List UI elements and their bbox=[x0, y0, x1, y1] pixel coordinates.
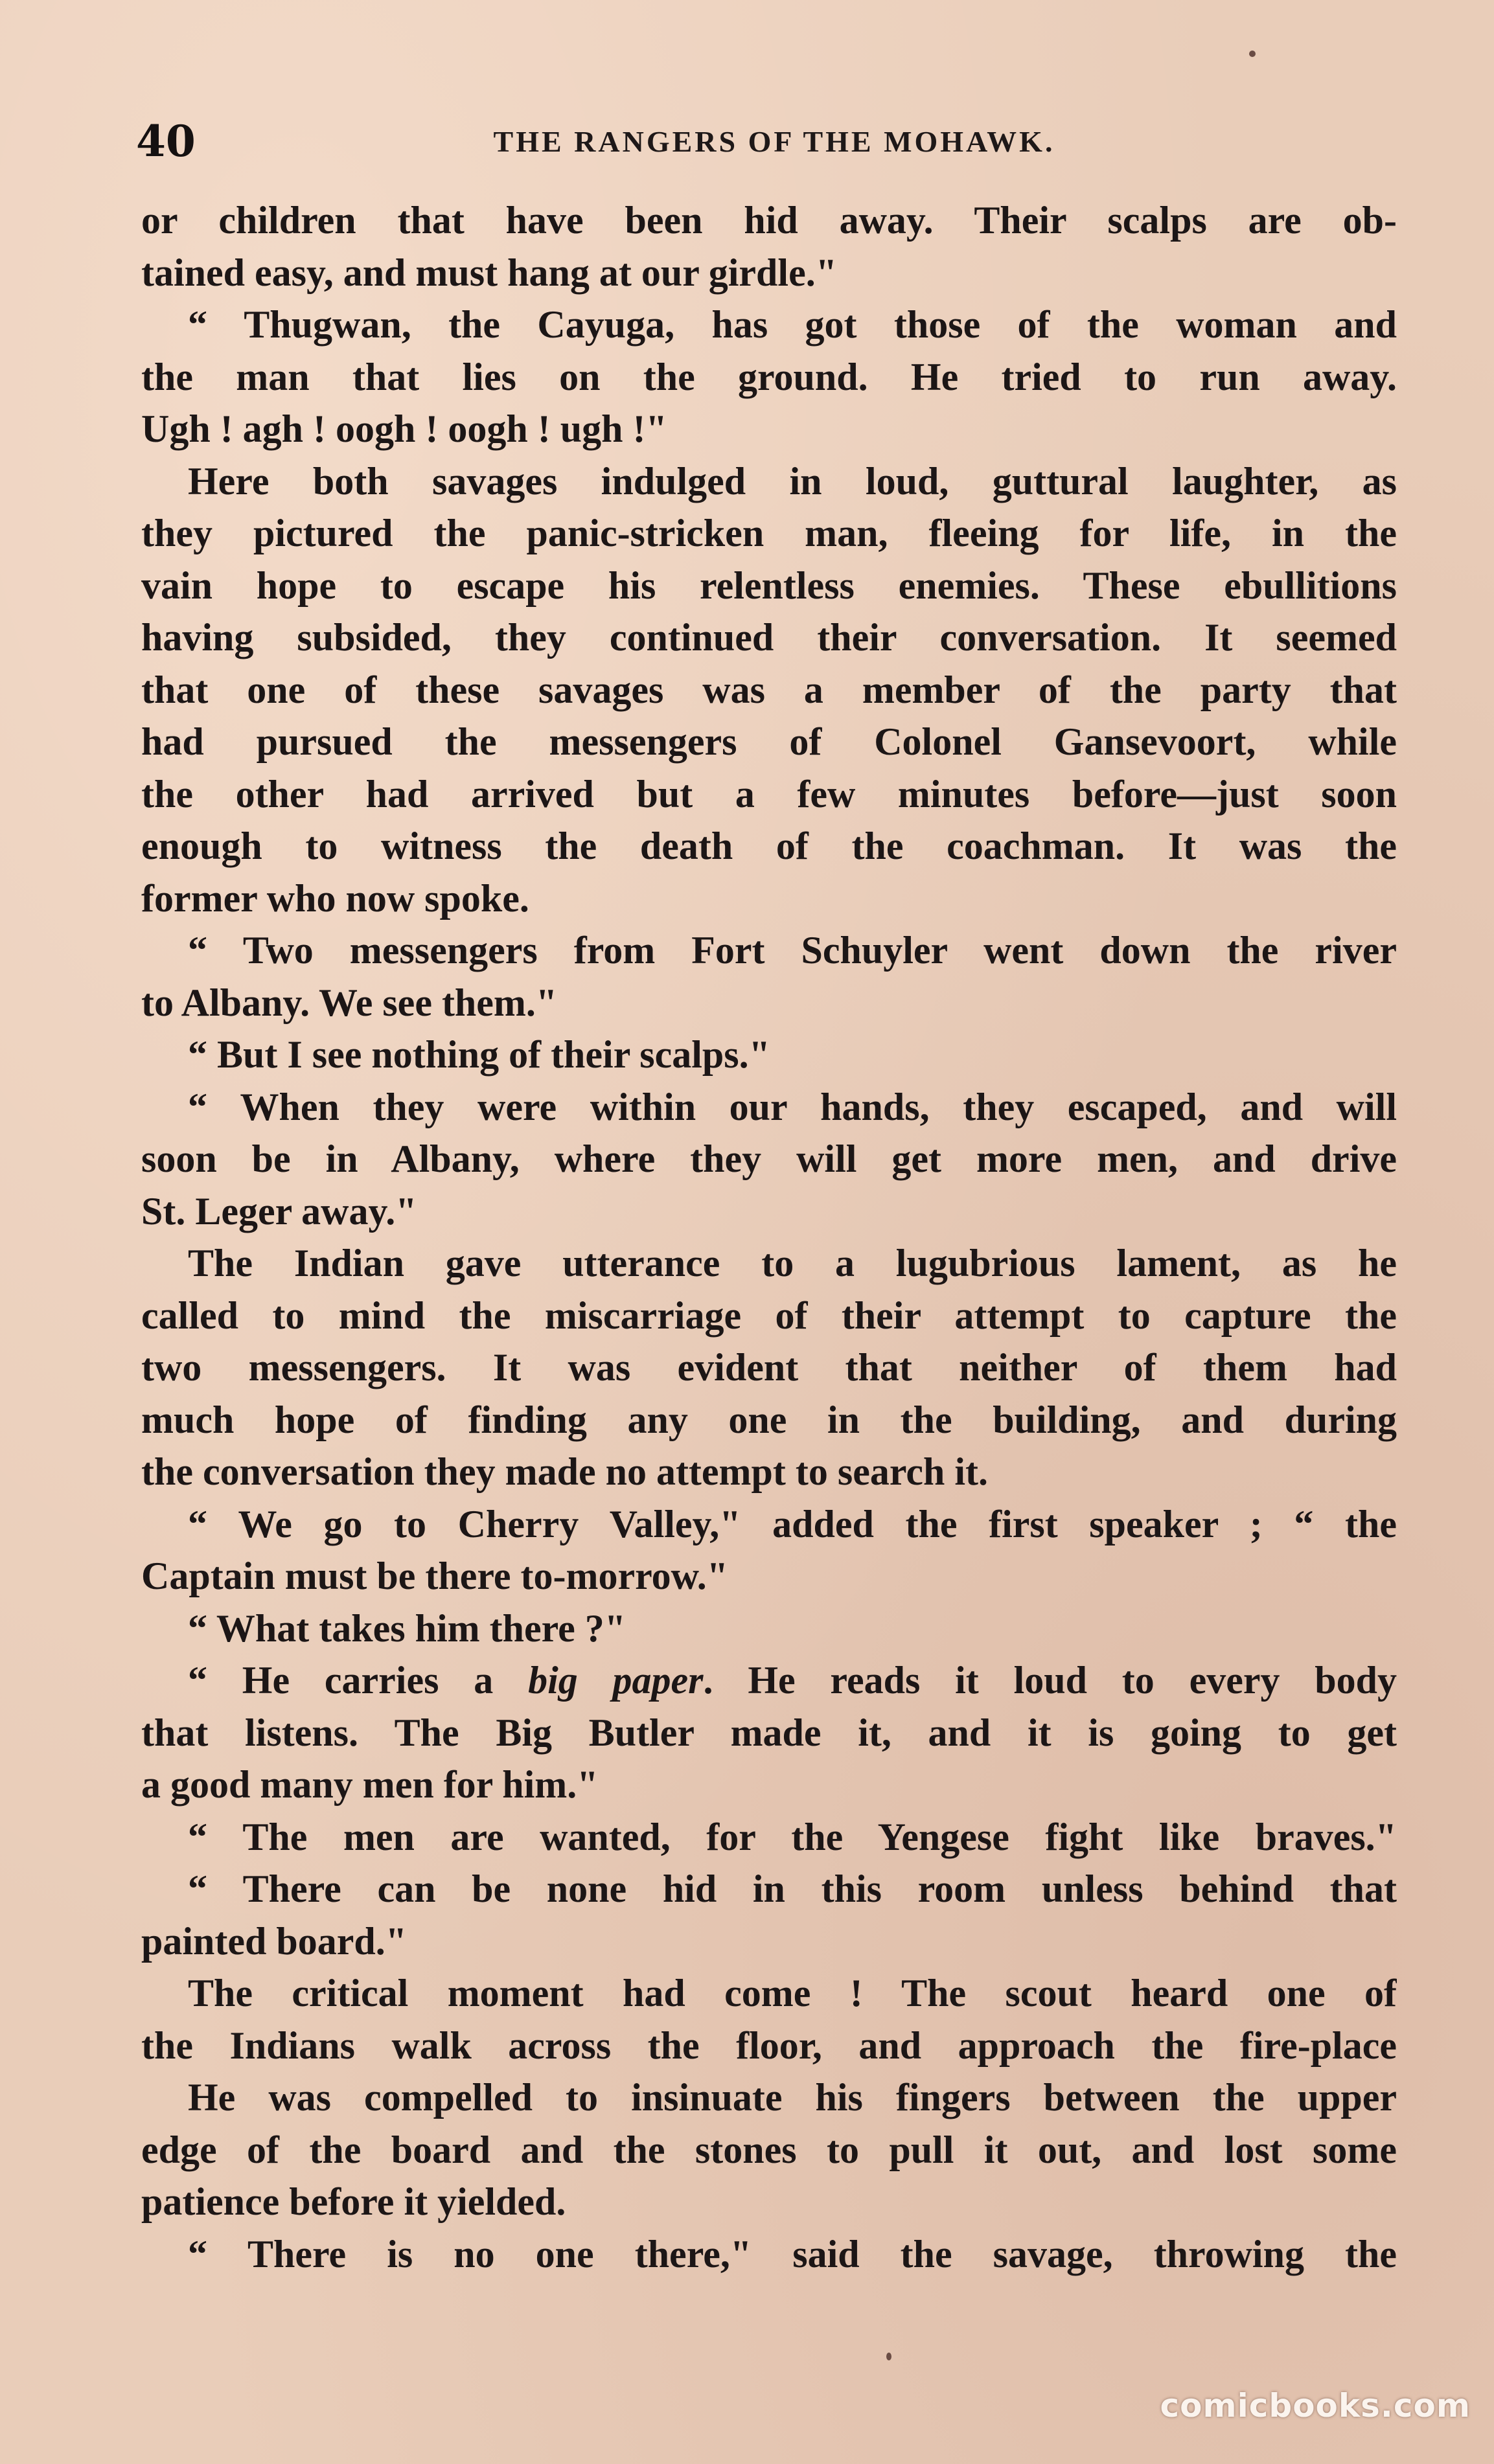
text-line: to Albany. We see them." bbox=[141, 981, 558, 1024]
text-line: the conversation they made no attempt to search it. bbox=[141, 1450, 989, 1493]
text-line: Captain must be there to-morrow." bbox=[141, 1555, 729, 1597]
text-line: the other had arrived but a few minutes before—just soon bbox=[141, 772, 1397, 816]
text-line: “ Thugwan, the Cayuga, has got those of the woman and bbox=[188, 303, 1397, 346]
text-line: two messengers. It was evident that neither of them had bbox=[141, 1346, 1397, 1389]
text-line: called to mind the miscarriage of their attempt to capture the bbox=[141, 1294, 1397, 1337]
paper-speck bbox=[886, 2353, 891, 2360]
text-line: soon be in Albany, where they will get more men, and drive bbox=[141, 1137, 1397, 1180]
text-line: having subsided, they continued their conversation. It seemed bbox=[141, 616, 1397, 659]
paper-speck bbox=[1249, 51, 1256, 57]
text-line: that one of these savages was a member of the party that bbox=[141, 668, 1397, 711]
text-line: “ Two messengers from Fort Schuyler went down the river bbox=[188, 929, 1397, 972]
text-line: the man that lies on the ground. He tried to run away. bbox=[141, 355, 1397, 398]
text-line: had pursued the messengers of Colonel Gansevoort, while bbox=[141, 720, 1397, 763]
text-line: He was compelled to insinuate his fingers between the upper bbox=[188, 2076, 1397, 2119]
text-line: edge of the board and the stones to pull it out, and lost some bbox=[141, 2128, 1397, 2171]
text-line: “ The men are wanted, for the Yengese fight like braves." bbox=[188, 1815, 1397, 1858]
text-line: The critical moment had come ! The scout heard one of bbox=[188, 1972, 1397, 2014]
text-line: much hope of finding any one in the building, and during bbox=[141, 1398, 1397, 1441]
page-number: 40 bbox=[136, 116, 196, 166]
text-line: the Indians walk across the floor, and approach the fire-place bbox=[141, 2024, 1397, 2067]
text-line: Ugh ! agh ! oogh ! oogh ! ugh !" bbox=[141, 407, 667, 450]
text-line: “ What takes him there ?" bbox=[188, 1606, 626, 1650]
text-line: “ We go to Cherry Valley," added the first speaker ; “ the bbox=[188, 1502, 1397, 1546]
text-line: former who now spoke. bbox=[141, 876, 529, 920]
text-line: “ There can be none hid in this room unless behind that bbox=[188, 1867, 1397, 1910]
text-line: “ But I see nothing of their scalps." bbox=[188, 1033, 770, 1076]
text-line: painted board." bbox=[141, 1919, 408, 1963]
text-line: or children that have been hid away. Their scalps are ob- bbox=[141, 199, 1397, 242]
text-line: that listens. The Big Butler made it, and it is going to get bbox=[141, 1711, 1397, 1754]
text-line: St. Leger away." bbox=[141, 1189, 417, 1233]
watermark: comicbooks.com bbox=[1160, 2387, 1471, 2424]
text-line: “ There is no one there," said the savage, throwing the bbox=[188, 2232, 1397, 2276]
text-line: “ He carries a big paper. He reads it loud to every body bbox=[188, 1659, 1397, 1702]
text-line: a good many men for him." bbox=[141, 1763, 599, 1806]
text-line: “ When they were within our hands, they escaped, and will bbox=[188, 1085, 1397, 1128]
page-header bbox=[136, 115, 1406, 167]
text-line: they pictured the panic-stricken man, fleeing for life, in the bbox=[141, 512, 1397, 554]
text-line: tained easy, and must hang at our girdle." bbox=[141, 251, 838, 294]
text-line: enough to witness the death of the coachman. It was the bbox=[141, 825, 1397, 867]
text-line: The Indian gave utterance to a lugubrious lament, as he bbox=[188, 1242, 1397, 1284]
text-line: vain hope to escape his relentless enemies. These ebullitions bbox=[141, 564, 1397, 607]
emphasis-text: big paper bbox=[528, 1659, 704, 1702]
text-line: Here both savages indulged in loud, guttural laughter, as bbox=[188, 459, 1397, 503]
running-head: THE RANGERS OF THE MOHAWK. bbox=[493, 124, 1055, 158]
text-line: patience before it yielded. bbox=[141, 2180, 566, 2223]
body-text bbox=[141, 194, 1397, 2306]
